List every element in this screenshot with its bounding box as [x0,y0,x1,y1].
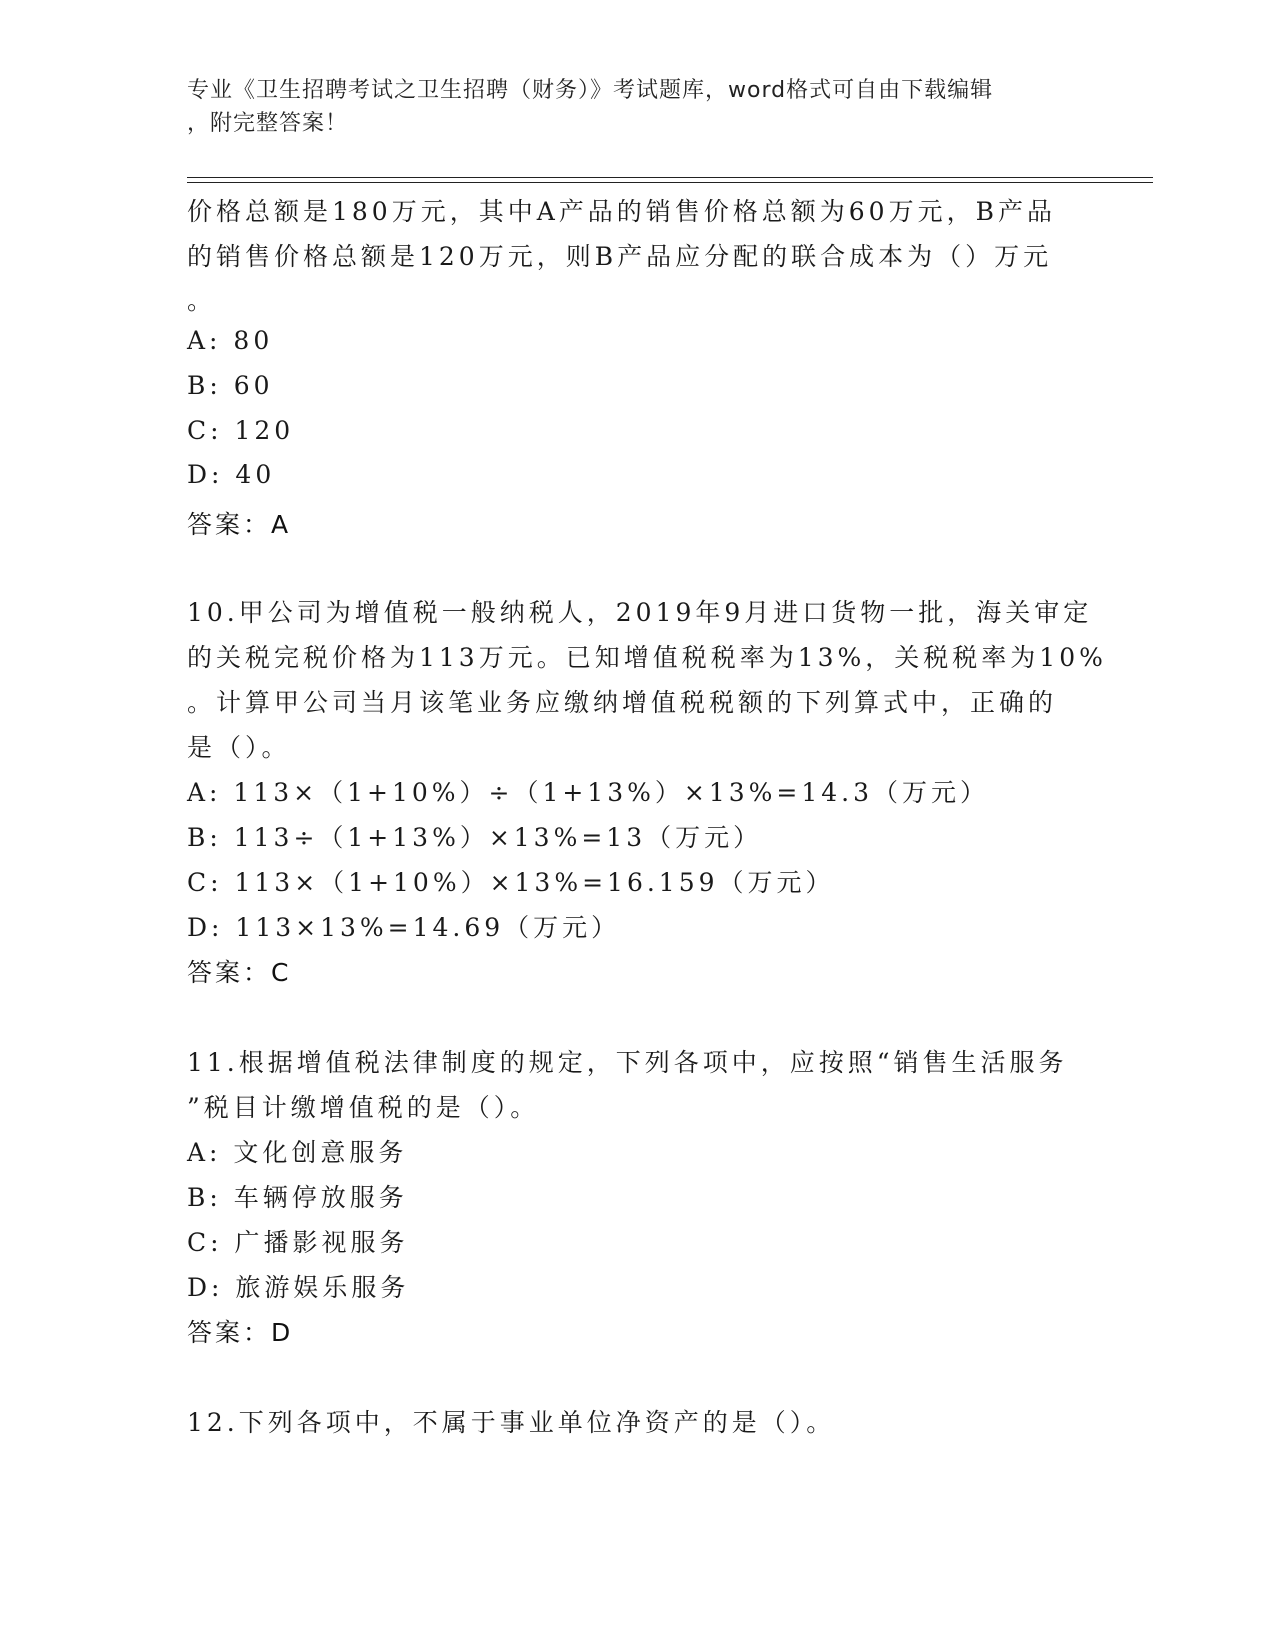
q12-stem-line-1: 12.下列各项中，不属于事业单位净资产的是（）。 [187,1408,836,1437]
q9-stem-line-3: 。 [187,286,217,315]
q10-stem-line-2: 的关税完税价格为113万元。已知增值税税率为13%，关税税率为10% [187,643,1107,672]
q9-stem-line-2: 的销售价格总额是120万元，则B产品应分配的联合成本为（）万元 [187,242,1053,271]
q9-option-c: C: 120 [187,416,295,445]
q11-option-a: A: 文化创意服务 [187,1138,408,1167]
q9-answer: 答案：A [187,510,292,539]
q10-stem-line-4: 是（）。 [187,733,291,762]
q11-option-b: B: 车辆停放服务 [187,1183,408,1212]
q11-option-d: D: 旅游娱乐服务 [187,1273,410,1302]
q11-stem-line-2: ”税目计缴增值税的是（）。 [187,1093,540,1122]
document-header [187,74,1067,140]
header-line-2: ，附完整答案！ [187,111,349,136]
q10-stem-line-1: 10.甲公司为增值税一般纳税人，2019年9月进口货物一批，海关审定 [187,598,1093,627]
q10-stem-line-3: 。计算甲公司当月该笔业务应缴纳增值税税额的下列算式中，正确的 [187,688,1058,717]
q11-stem-line-1: 11.根据增值税法律制度的规定，下列各项中，应按照“销售生活服务 [187,1048,1068,1077]
q9-option-b: B: 60 [187,371,274,400]
q10-option-a: A: 113×（1+10%）÷（1+13%）×13%=14.3（万元） [187,778,990,807]
q10-answer: 答案：C [187,958,292,987]
q9-stem-line-1: 价格总额是180万元，其中A产品的销售价格总额为60万元，B产品 [187,197,1056,226]
q10-option-b: B: 113÷（1+13%）×13%=13（万元） [187,823,763,852]
q9-option-d: D: 40 [187,460,276,489]
header-line-1: 专业《卫生招聘考试之卫生招聘（财务）》考试题库，word格式可自由下载编辑 [187,78,994,103]
header-divider-bottom [187,182,1153,183]
q10-option-c: C: 113×（1+10%）×13%=16.159（万元） [187,868,835,897]
q11-answer: 答案：D [187,1318,294,1347]
header-divider-top [187,177,1153,178]
q11-option-c: C: 广播影视服务 [187,1228,409,1257]
q9-option-a: A: 80 [187,326,274,355]
q10-option-d: D: 113×13%=14.69（万元） [187,913,621,942]
